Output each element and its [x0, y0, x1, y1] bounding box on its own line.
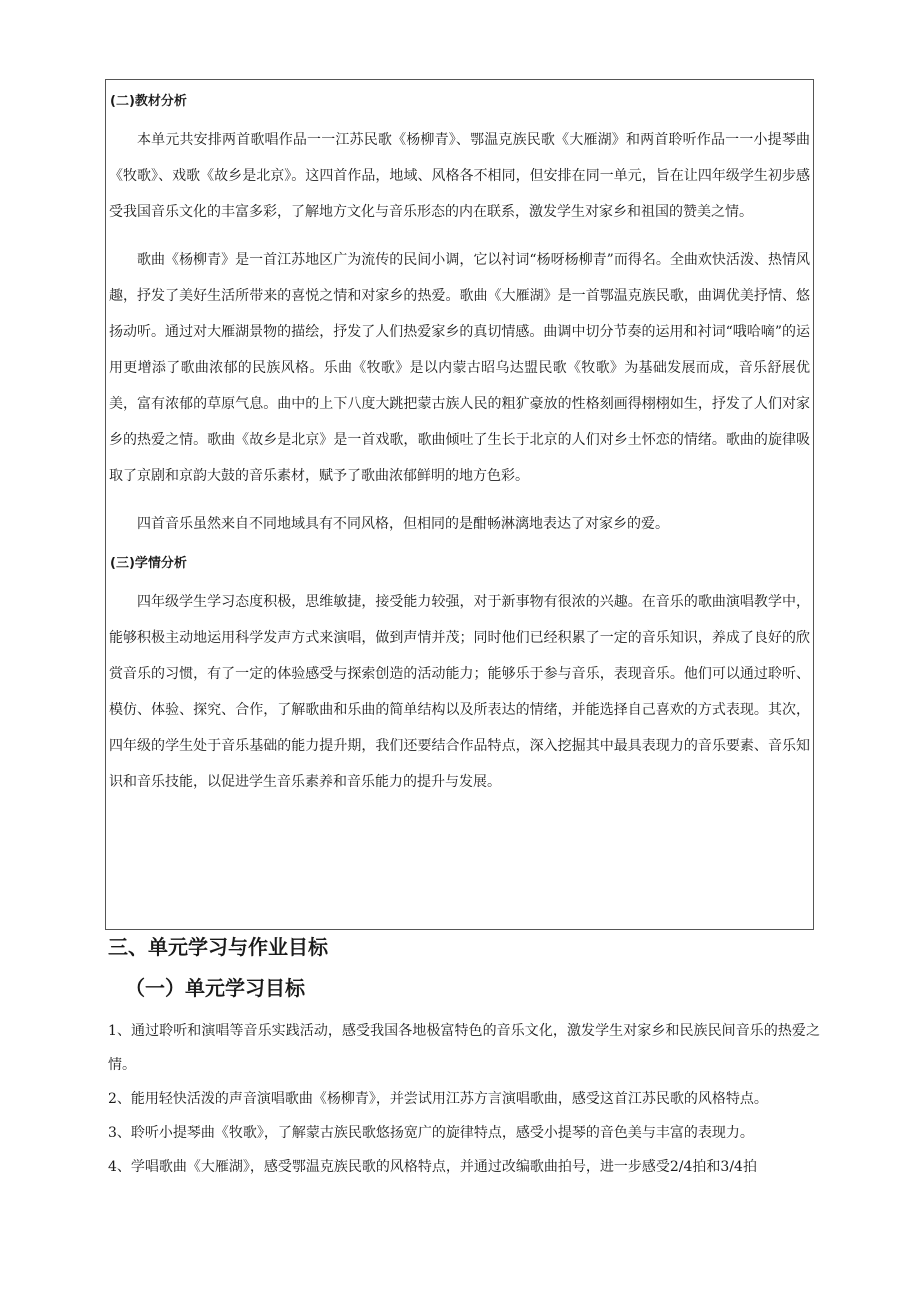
learner-analysis-heading: (三)学情分析: [110, 556, 187, 571]
objectives-section-heading: 三、单元学习与作业目标: [108, 935, 328, 959]
objective-item: 3、聆听小提琴曲《牧歌》，了解蒙古族民歌悠扬宽广的旋律特点，感受小提琴的音色美与丰富的表现力。: [108, 1125, 754, 1141]
textbook-analysis-heading: (二)教材分析: [110, 94, 187, 109]
objectives-list: [108, 1014, 820, 1184]
objective-item: 4、学唱歌曲《大雁湖》，感受鄂温克族民歌的风格特点，并通过改编歌曲拍号，进一步感受2/4拍和3/4拍: [108, 1159, 757, 1175]
textbook-paragraph: 本单元共安排两首歌唱作品一一江苏民歌《杨柳青》、鄂温克族民歌《大雁湖》和两首聆听作品一一小提琴曲《牧歌》、戏歌《故乡是北京》。这四首作品，地域、风格各不相同，但安排在同一单元，旨在让四年级学生初步感受我国音乐文化的丰富多彩，了解地方文化与音乐形态的内在联系，激发学生对家乡和祖国的赞美之情。: [109, 132, 810, 220]
unit-learning-objectives-heading: （一）单元学习目标: [125, 976, 305, 1000]
learner-paragraph: 四年级学生学习态度积极，思维敏捷，接受能力较强，对于新事物有很浓的兴趣。在音乐的歌曲演唱教学中，能够积极主动地运用科学发声方式来演唱，做到声情并茂；同时他们已经积累了一定的音乐知识，养成了良好的欣赏音乐的习惯，有了一定的体验感受与探索创造的活动能力；能够乐于参与音乐，表现音乐。他们可以通过聆听、模仿、体验、探究、合作，了解歌曲和乐曲的简单结构以及所表达的情绪，并能选择自己喜欢的方式表现。其次，四年级的学生处于音乐基础的能力提升期，我们还要结合作品特点，深入挖掘其中最具表现力的音乐要素、音乐知识和音乐技能，以促进学生音乐素养和音乐能力的提升与发展。: [109, 594, 810, 790]
analysis-table-cell: [105, 79, 814, 930]
objective-item: 1、通过聆听和演唱等音乐实践活动，感受我国各地极富特色的音乐文化，激发学生对家乡和民族民间音乐的热爱之情。: [108, 1023, 820, 1073]
textbook-paragraph: 四首音乐虽然来自不同地域具有不同风格，但相同的是酣畅淋漓地表达了对家乡的爱。: [137, 516, 669, 532]
textbook-paragraph: 歌曲《杨柳青》是一首江苏地区广为流传的民间小调，它以衬词“杨呀杨柳青”而得名。全曲欢快活泼、热情风趣，抒发了美好生活所带来的喜悦之情和对家乡的热爱。歌曲《大雁湖》是一首鄂温克族民歌，曲调优美抒情、悠扬动听。通过对大雁湖景物的描绘，抒发了人们热爱家乡的真切情感。曲调中切分节奏的运用和衬词“哦哈嘀”的运用更增添了歌曲浓郁的民族风格。乐曲《牧歌》是以内蒙古昭乌达盟民歌《牧歌》为基础发展而成，音乐舒展优美，富有浓郁的草原气息。曲中的上下八度大跳把蒙古族人民的粗犷豪放的性格刻画得栩栩如生，抒发了人们对家乡的热爱之情。歌曲《故乡是北京》是一首戏歌，歌曲倾吐了生长于北京的人们对乡土怀恋的情绪。歌曲的旋律吸取了京剧和京韵大鼓的音乐素材，赋予了歌曲浓郁鲜明的地方色彩。: [109, 252, 810, 484]
objective-item: 2、能用轻快活泼的声音演唱歌曲《杨柳青》，并尝试用江苏方言演唱歌曲，感受这首江苏民歌的风格特点。: [108, 1091, 768, 1107]
